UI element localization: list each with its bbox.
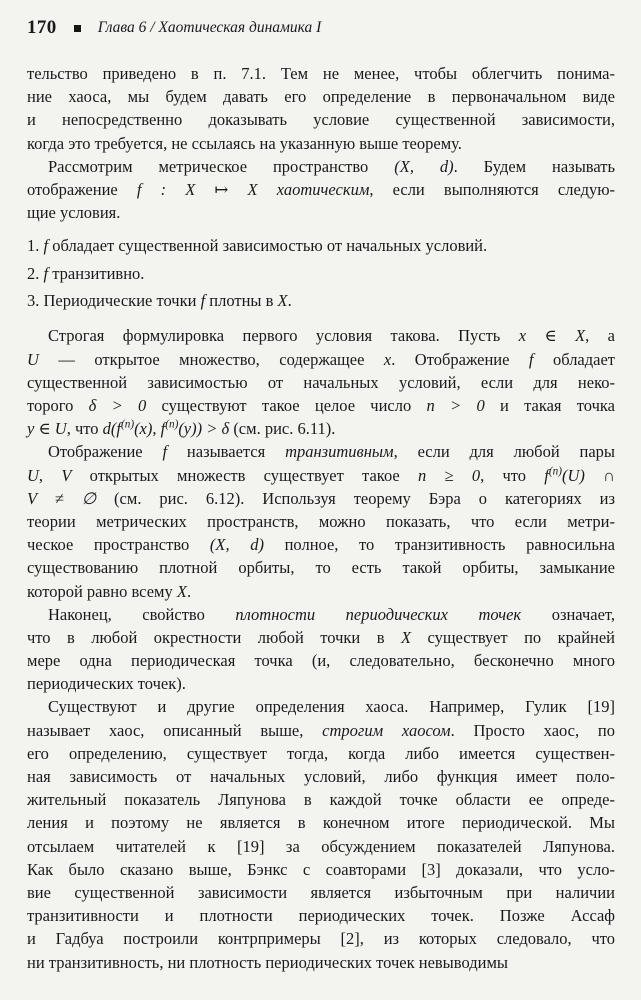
text-line: теории метрических пространств, можно показать, что если метри- [27, 511, 615, 531]
list-item: 3. Периодические точки f плотны в X. [27, 291, 292, 311]
text-line: U — открытое множество, содержащее x. Отображение f обладает [27, 349, 616, 369]
page-number: 170 [27, 17, 57, 38]
text-line: когда это требуется, не ссылаясь на указанную выше теорему. [27, 133, 462, 153]
paragraph [27, 440, 615, 602]
text-line: и Гадбуа построили контрпримеры [2], из которых следовало, что [27, 929, 615, 949]
text-line: которой равно всему X. [27, 581, 192, 601]
text-line: U, V открытых множеств существует такое n ≥ 0, что $f^{(n)}(U)$ ∩ [27, 465, 616, 485]
running-header [27, 17, 614, 39]
paragraph [27, 695, 615, 973]
text-line: что в любой окрестности любой точки в X существует по крайней [27, 627, 616, 647]
text-line: ние хаоса, мы будем давать его определение в первоначальном виде [27, 87, 615, 107]
text-line: Рассмотрим метрическое пространство (X, d). Будем называть [48, 156, 615, 176]
paragraph [27, 324, 615, 440]
text-line: транзитивности и плотности периодических точек. Позже Ассаф [27, 906, 615, 926]
text-line: периодических точек). [27, 674, 186, 694]
list-item: 2. f транзитивно. [27, 263, 145, 283]
square-bullet-icon [74, 25, 81, 32]
text-line: вие существенной зависимости является избыточным при наличии [27, 882, 615, 902]
text-line: существованию плотной орбиты, то есть такой орбиты, замыкание [27, 558, 615, 578]
text-line: Строгая формулировка первого условия такова. Пусть x ∈ X, а [48, 326, 616, 346]
text-line: Как было сказано выше, Бэнкс с соавторами [3] доказали, что усло- [27, 859, 615, 879]
paragraph [27, 155, 615, 225]
paragraph [27, 603, 615, 696]
text-line: ная зависимость от начальных условий, либо функция имеет поло- [27, 767, 615, 787]
text-line: тельство приведено в п. 7.1. Тем не менее, чтобы облегчить понима- [27, 64, 615, 83]
text-line: ни транзитивность, ни плотность периодических точек невыводимы [27, 952, 508, 972]
text-line: его определению, существует тогда, когда либо имеется существен- [27, 743, 615, 763]
paragraph [27, 62, 615, 155]
chapter-title: Глава 6 / Хаотическая динамика I [97, 19, 322, 36]
text-line: отсылаем читателей к [19] за обсуждением показателей Ляпунова. [27, 836, 615, 856]
text-line: торого δ > 0 существуют такое целое число n > 0 и такая точка [27, 396, 615, 416]
text-line: Отображение f называется транзитивным, если для любой пары [48, 442, 615, 462]
text-line: Существуют и другие определения хаоса. Например, Гулик [19] [48, 697, 615, 717]
text-line: ления и поэтому не является в конечном итоге периодической. Мы [27, 813, 615, 833]
text-line: и непосредственно доказывать условие существенной зависимости, [27, 110, 615, 130]
text-line: отображение f : X ↦ X хаотическим, если выполняются следую- [27, 179, 616, 199]
numbered-list [27, 232, 615, 314]
text-line: щие условия. [27, 203, 121, 223]
text-line: мере одна периодическая точка (и, следовательно, бесконечно много [27, 651, 615, 671]
list-item: 1. f обладает существенной зависимостью от начальных условий. [27, 236, 488, 256]
text-line: ческое пространство (X, d) полное, то транзитивность равносильна [27, 535, 616, 555]
text-line: y ∈ U, что $d(f^{(n)}(x)$, $f^{(n)}(y)) > \delta$ (см. рис. 6.11). [27, 418, 336, 439]
text-line: существенной зависимостью от начальных условий, если для неко- [27, 372, 615, 392]
text-line: Наконец, свойство плотности периодических точек означает, [48, 604, 615, 624]
text-line: называет хаос, описанный выше, строгим хаосом. Просто хаос, по [27, 720, 615, 740]
text-line: V ≠ ∅ (см. рис. 6.12). Используя теорему Бэра о категориях из [27, 488, 615, 508]
text-line: жительный показатель Ляпунова в каждой точке области ее опреде- [27, 790, 615, 810]
page-body [27, 62, 615, 974]
